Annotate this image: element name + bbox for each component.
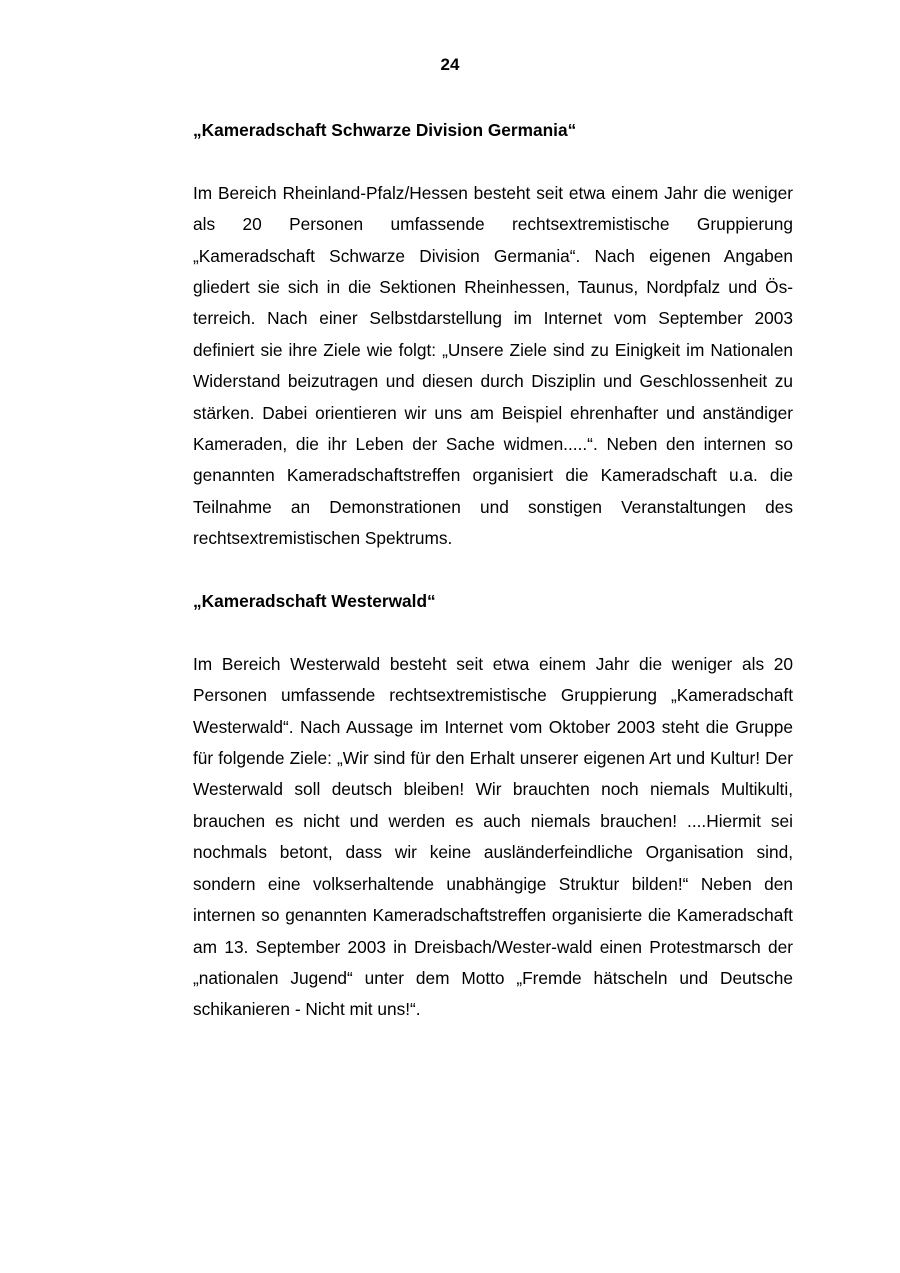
section-heading: „Kameradschaft Schwarze Division Germania“ <box>193 120 577 140</box>
section-heading: „Kameradschaft Westerwald“ <box>193 591 436 612</box>
document-body <box>193 115 793 1057</box>
section-schwarze-division-germania <box>193 115 793 555</box>
section-paragraph: Im Bereich Rheinland-Pfalz/Hessen besteht seit etwa einem Jahr die weniger als 20 Personen umfassende rechtsextremistische Gruppierung „Kameradschaft Schwarze Division Germania“. Nach eigenen Angaben gliedert sie sich in die Sektionen Rheinhessen, Taunus, Nordpfalz und Österreich. Nach einer Selbstdarstellung im Internet vom September 2003 definiert sie ihre Ziele wie folgt: „Unsere Ziele sind zu Einigkeit im Nationalen Widerstand beizutragen und diesen durch Disziplin und Geschlossenheit zu stärken. Dabei orientieren wir uns am Beispiel ehrenhafter und anständiger Kameraden, die ihr Leben der Sache widmen.....“. Neben den internen so genannten Kameradschaftstreffen organisiert die Kameradschaft u.a. die Teilnahme an Demonstrationen und sonstigen Veranstaltungen des rechtsextremistischen Spektrums. <box>193 182 793 549</box>
section-paragraph: Im Bereich Westerwald besteht seit etwa einem Jahr die weniger als 20 Personen umfassende rechtsextremistische Gruppierung „Kameradschaft Westerwald“. Nach Aussage im Internet vom Oktober 2003 steht die Gruppe für folgende Ziele: „Wir sind für den Erhalt unserer eigenen Art und Kultur! Der Westerwald soll deutsch bleiben! Wir brauchten noch niemals Multikulti, brauchen es nicht und werden es auch niemals brauchen! ....Hiermit sei nochmals betont, dass wir keine ausländerfeindliche Organisation sind, sondern eine volkserhaltende unabhängige Struktur bilden!“ Neben den internen so genannten Kameradschaftstreffen organisierte die Kameradschaft am 13. September 2003 in Dreisbach/Wester-wald einen Protestmarsch der „nationalen Jugend“ unter dem Motto „Fremde hätscheln und Deutsche schikanieren - Nicht mit uns!“. <box>193 653 793 1020</box>
section-westerwald <box>193 586 793 1026</box>
page-number: 24 <box>440 55 460 74</box>
